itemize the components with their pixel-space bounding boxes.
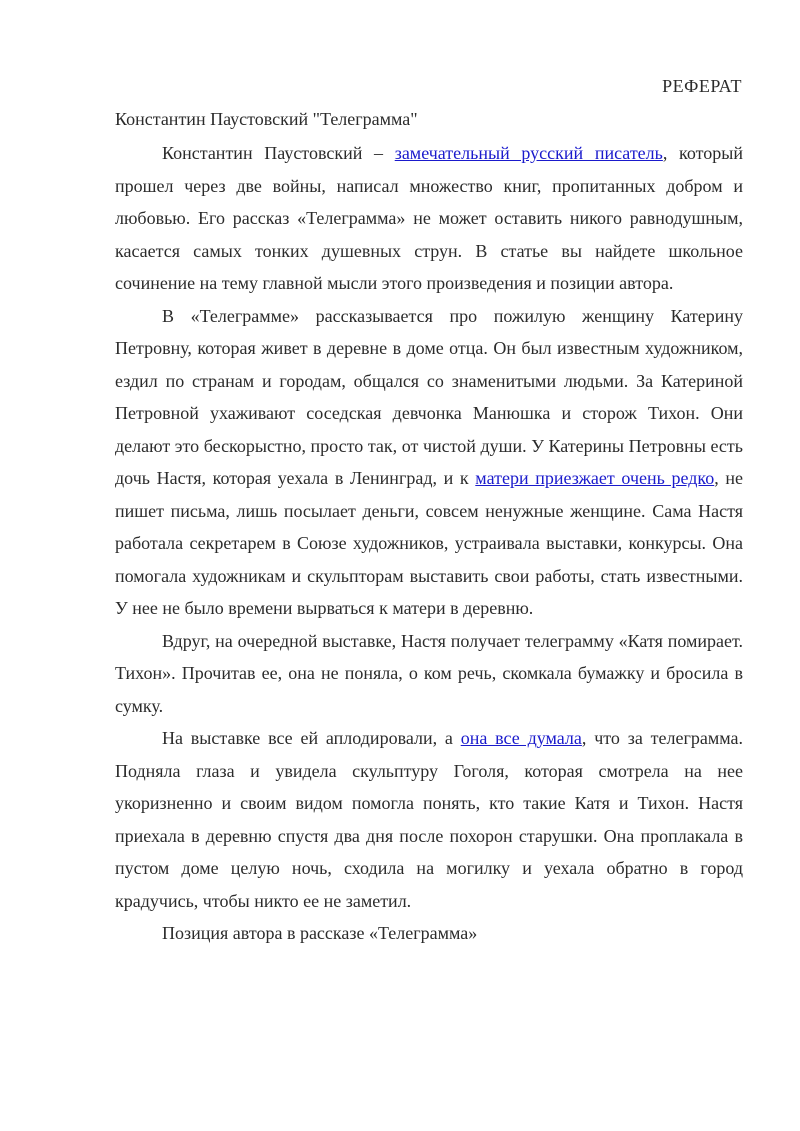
- paragraph-text: , не пишет письма, лишь посылает деньги, совсем ненужные женщине. Сама Настя работала секретарем в Союзе художников, устраивала выставки, конкурсы. Она помогала художникам и скульпторам выставить свои работы, стать известными. У нее не было времени вырваться к матери в деревню.: [115, 468, 744, 618]
- section-heading-author-position: Позиция автора в рассказе «Телеграмма»: [162, 923, 478, 943]
- link-rarely-visits-mother[interactable]: матери приезжает очень редко: [475, 468, 715, 488]
- document-title: Константин Паустовский "Телеграмма": [115, 109, 418, 129]
- paragraph-plot: [115, 300, 743, 625]
- paragraph-exhibition: [115, 722, 743, 917]
- link-she-kept-thinking[interactable]: она все думала: [460, 728, 582, 748]
- paragraph-text: , который прошел через две войны, написал множество книг, пропитанных добром и любовью. Его рассказ «Телеграмма» не может оставить никого равнодушным, касается самых тонких душевных струн. В статье вы найдете школьное сочинение на тему главной мысли этого произведения и позиции автора.: [115, 143, 744, 293]
- paragraph-telegram: Вдруг, на очередной выставке, Настя получает телеграмму «Катя помирает. Тихон». Прочитав ее, она не поняла, о ком речь, скомкала бумажку и бросила в сумку.: [115, 630, 743, 716]
- paragraph-text: В «Телеграмме» рассказывается про пожилую женщину Катерину Петровну, которая живет в деревне в доме отца. Он был известным художником, ездил по странам и городам, общался со знаменитыми людьми. За Катериной Петровной ухаживают соседская девчонка Манюшка и сторож Тихон. Они делают это бескорыстно, просто так, от чистой души. У Катерины Петровны есть дочь Настя, которая уехала в Ленинград, и к: [115, 305, 743, 488]
- document-body: [115, 137, 743, 950]
- paragraph-text: На выставке все ей аплодировали, а: [162, 728, 461, 748]
- paragraph-text: , что за телеграмма. Подняла глаза и увидела скульптуру Гоголя, которая смотрела на нее укоризненно и своим видом помогла понять, кто такие Катя и Тихон. Настя приехала в деревню спустя два дня после похорон старушки. Она проплакала в пустом доме целую ночь, сходила на могилку и уехала обратно в город крадучись, чтобы никто ее не заметил.: [115, 728, 743, 911]
- document-type-label: РЕФЕРАТ: [662, 76, 742, 96]
- paragraph-intro: [115, 137, 743, 300]
- paragraph-text: Константин Паустовский –: [162, 143, 395, 163]
- link-remarkable-writer[interactable]: замечательный русский писатель: [394, 143, 663, 163]
